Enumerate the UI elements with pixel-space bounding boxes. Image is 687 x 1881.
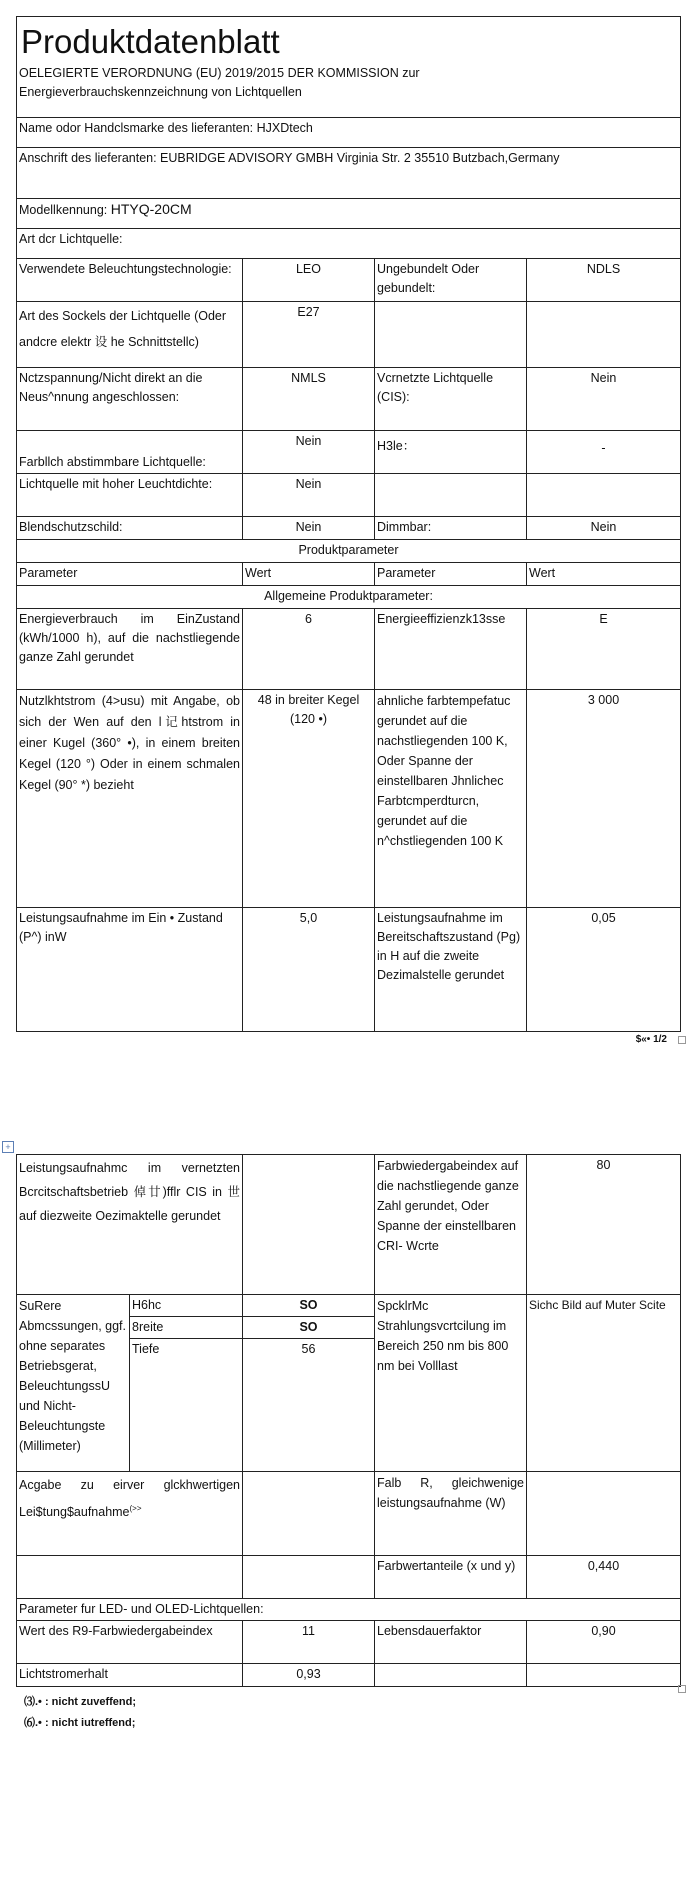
light-source-type: Art dcr Lichtquelle: bbox=[17, 229, 681, 259]
product-params-heading: Produktparameter bbox=[17, 540, 681, 563]
lifetime-value: 0,90 bbox=[527, 1621, 681, 1664]
network-value: Nein bbox=[527, 368, 681, 431]
cct-value: 3 000 bbox=[527, 690, 681, 908]
r9-label: Wert des R9-Farbwiedergabeindex bbox=[17, 1621, 243, 1664]
regulation-line-1: OELEGIERTE VERORDNUNG (EU) 2019/2015 DER KOMMISSION zur bbox=[19, 66, 420, 80]
col-header-param-2: Parameter bbox=[375, 563, 527, 586]
header-cell bbox=[17, 17, 681, 118]
led-params-heading: Parameter fur LED- und OLED-Lichtquellen: bbox=[17, 1599, 681, 1621]
standby-value: 0,05 bbox=[527, 908, 681, 1032]
standby-label: Leistungsaufnahme im Bereitschaftszustand (Pg) in H auf die zweite Dezimalstelle gerundet bbox=[375, 908, 527, 1032]
lumen-maintenance-value: 0,93 bbox=[243, 1664, 375, 1687]
high-luminance-label: Lichtquelle mit hoher Leuchtdichte: bbox=[17, 474, 243, 517]
power-on-value: 5,0 bbox=[243, 908, 375, 1032]
dim-width-label: 8reite bbox=[130, 1317, 243, 1339]
tech-value: LEO bbox=[243, 259, 375, 302]
glare-label: Blendschutzschild: bbox=[17, 517, 243, 540]
cri-value: 80 bbox=[527, 1155, 681, 1295]
footnotes bbox=[24, 1692, 136, 1734]
equivalent-power-note: (>> bbox=[129, 1504, 142, 1513]
cri-label: Farbwiedergabeindex auf die nachstliegende ganze Zahl gerundet, Oder Spanne der einstellbaren CRI- Wcrte bbox=[375, 1155, 527, 1295]
tunable-value: Nein bbox=[243, 431, 375, 474]
dimensions-label: SuRere Abmcssungen, ggf. ohne separates Betriebsgerat, BeleuchtungssU und Nicht-Beleuchtungste (Millimeter) bbox=[17, 1295, 130, 1472]
dim-width-value: SO bbox=[243, 1317, 375, 1339]
equivalent-power-cell bbox=[17, 1472, 243, 1556]
high-luminance-value: Nein bbox=[243, 474, 375, 517]
h3le-value: - bbox=[527, 431, 681, 474]
regulation-line-2: Energieverbrauchskennzeichnung von Lichtquellen bbox=[19, 85, 302, 99]
power-on-label: Leistungsaufnahme im Ein • Zustand (P^) inW bbox=[17, 908, 243, 1032]
col-header-value-2: Wert bbox=[527, 563, 681, 586]
flux-label: Nutzlkhtstrom (4>usu) mit Angabe, ob sich der Wen auf den l记htstrom in einer Kugel (360° •), in einem breiten Kegel (120 °) Oder in einem schmalen Kegel (90° *) bezieht bbox=[17, 690, 243, 908]
col-header-param-row bbox=[17, 563, 243, 586]
rgb-power-label: Falb R, gleichwenige leistungsaufnahme (W) bbox=[375, 1472, 527, 1556]
dim-height-label: H6hc bbox=[130, 1295, 243, 1317]
datasheet-table-2 bbox=[16, 1154, 681, 1687]
model-label: Modellkennung: bbox=[19, 203, 108, 217]
footnote-2: ⑹.• : nicht iutreffend; bbox=[24, 1717, 136, 1729]
col-header-value: Wert bbox=[245, 566, 272, 580]
lumen-maintenance-label: Lichtstromerhalt bbox=[17, 1664, 243, 1687]
network-standby-label: Leistungsaufnahmc im vernetzten Bcrcitschaftsbetrieb 倬廿)fflr CIS in 世 auf diezweite Oezimaktelle gerundet bbox=[17, 1155, 243, 1295]
tunable-label: Farbllch abstimmbare Lichtquelle: bbox=[17, 431, 243, 474]
datasheet-table-1 bbox=[16, 16, 681, 1032]
supplier-name: Name odor Handclsmarke des lieferanten: HJXDtech bbox=[17, 118, 681, 148]
spectral-value: Sichc Bild auf Muter Scite bbox=[527, 1295, 681, 1472]
equivalent-power-label: Acgabe zu eirver glckhwertigen Lei$tung$aufnahme bbox=[19, 1478, 240, 1520]
cct-label: ahnliche farbtempefatuc gerundet auf die nachstliegenden 100 K, Oder Spanne der einstellbaren Jhnlichec Farbtcmperdturcn, gerundet auf die n^chstliegenden 100 K bbox=[375, 690, 527, 908]
energy-class-label: Energieeffizienzk13sse bbox=[375, 609, 527, 690]
table-move-handle-icon[interactable]: + bbox=[2, 1141, 14, 1153]
chroma-label: Farbwertanteile (x und y) bbox=[375, 1556, 527, 1599]
glare-value: Nein bbox=[243, 517, 375, 540]
network-label: Vcrnetzte Lichtquelle (CIS): bbox=[375, 368, 527, 431]
lifetime-label: Lebensdauerfaktor bbox=[375, 1621, 527, 1664]
bundled-value: NDLS bbox=[527, 259, 681, 302]
r9-value: 11 bbox=[243, 1621, 375, 1664]
network-standby-value bbox=[243, 1155, 375, 1295]
model-row bbox=[17, 199, 681, 229]
mains-value: NMLS bbox=[243, 368, 375, 431]
dim-depth-value: 56 bbox=[243, 1339, 375, 1472]
tech-label: Verwendete Beleuchtungstechnologie: bbox=[17, 259, 243, 302]
dim-depth-label: Tiefe bbox=[130, 1339, 243, 1472]
dim-height-value: SO bbox=[243, 1295, 375, 1317]
dimmable-label: Dimmbar: bbox=[375, 517, 527, 540]
page-2 bbox=[16, 1154, 680, 1687]
page-corner-marker bbox=[678, 1036, 686, 1044]
general-params-heading: Allgemeine Produktparameter: bbox=[17, 586, 681, 609]
spectral-label: SpcklrMc Strahlungsvcrtcilung im Bereich 250 nm bis 800 nm bei Volllast bbox=[375, 1295, 527, 1472]
page-1 bbox=[16, 16, 680, 1032]
chroma-value: 0,440 bbox=[527, 1556, 681, 1599]
flux-value: 48 in breiter Kegel (120 •) bbox=[243, 690, 375, 908]
supplier-address: Anschrift des lieferanten: EUBRIDGE ADVISORY GMBH Virginia Str. 2 35510 Butzbach,Germany bbox=[17, 148, 681, 199]
h3le-label: H3le： bbox=[375, 431, 527, 474]
page-number: $«• 1/2 bbox=[635, 1034, 667, 1045]
energy-label: Energieverbrauch im EinZustand (kWh/1000 h), auf die nachstliegende ganze Zahl gerundet bbox=[17, 609, 243, 690]
bundled-label: Ungebundelt Oder gebundelt: bbox=[375, 259, 527, 302]
energy-value: 6 bbox=[243, 609, 375, 690]
mains-label: Nctzspannung/Nicht direkt an die Neus^nnung angeschlossen: bbox=[17, 368, 243, 431]
page-corner-marker-2 bbox=[678, 1685, 686, 1693]
socket-value: E27 bbox=[243, 302, 375, 368]
energy-class-value: E bbox=[527, 609, 681, 690]
dimmable-value: Nein bbox=[527, 517, 681, 540]
col-header-param: Parameter bbox=[19, 566, 78, 580]
page-title: Produktdatenblatt bbox=[21, 23, 280, 60]
model-value: HTYQ-20CM bbox=[110, 201, 192, 217]
socket-label: Art des Sockels der Lichtquelle (Oder andcre elektr 设 he Schnittstellc) bbox=[17, 302, 243, 368]
footnote-1: ⑶.• : nicht zuveffend; bbox=[24, 1696, 137, 1708]
